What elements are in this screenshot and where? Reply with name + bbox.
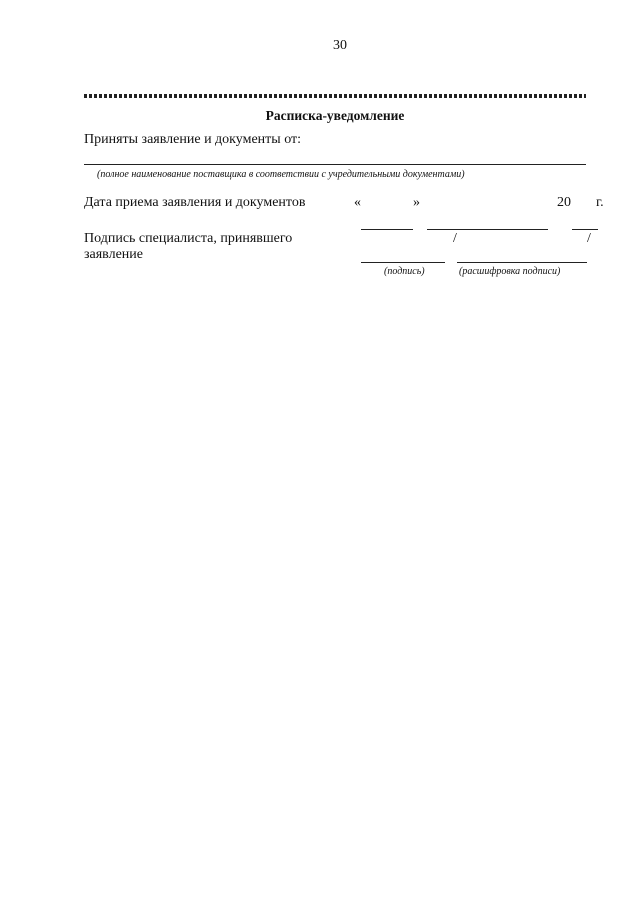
date-quote-open: « [354,195,361,210]
receipt-title: Расписка-уведомление [265,108,405,123]
signature-line [361,262,445,263]
accepted-from-label: Приняты заявление и документы от: [84,132,302,147]
date-day-line [361,229,413,230]
date-year-line [572,229,598,230]
date-month-line [427,229,548,230]
signature-decoding-hint: (расшифровка подписи) [459,266,561,277]
signature-label-line1: Подпись специалиста, принявшего [84,231,293,246]
signature-label-line2: заявление [84,247,144,262]
page-number: 30 [333,38,347,53]
date-year-prefix: 20 [557,195,571,210]
supplier-name-line [84,164,586,165]
signature-hint: (подпись) [384,266,425,277]
signature-slash-2: / [587,231,591,246]
date-year-suffix: г. [596,195,604,210]
cut-line-separator [84,94,586,98]
supplier-name-hint: (полное наименование поставщика в соответствии с учредительными документами) [97,169,465,180]
date-received-label: Дата приема заявления и документов [84,195,306,210]
date-quote-close: » [413,195,420,210]
signature-decoding-line [457,262,587,263]
signature-slash-1: / [453,231,457,246]
